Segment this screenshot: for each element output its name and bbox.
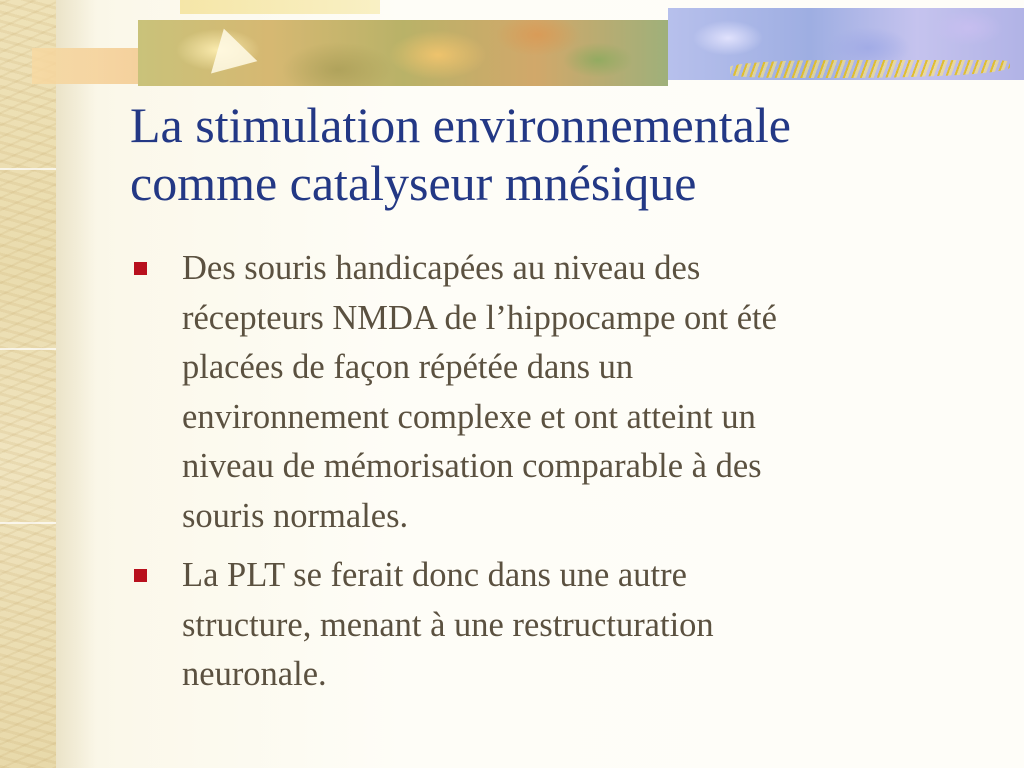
bullet-text — [182, 551, 990, 700]
bullet-text — [182, 244, 990, 541]
decorative-banner-left — [32, 48, 142, 84]
strip-shadow — [56, 0, 96, 768]
bullet-item — [130, 244, 990, 541]
slide-title — [130, 96, 1010, 212]
bullet-line: souris normales. — [182, 496, 409, 535]
bullet-line: placées de façon répétée dans un — [182, 348, 634, 386]
bullet-line: structure, menant à une restructuration — [182, 605, 714, 644]
bullet-item — [130, 551, 990, 700]
square-bullet-icon — [134, 569, 147, 582]
strip-seam — [0, 168, 56, 170]
bullet-line: environnement complexe et ont atteint un — [182, 397, 756, 436]
bullet-list — [130, 244, 990, 710]
bullet-line: niveau de mémorisation comparable à des — [182, 447, 762, 485]
bullet-line: La PLT se ferait donc dans une autre — [182, 556, 687, 594]
title-line: La stimulation environnementale — [130, 97, 791, 153]
bullet-line: Des souris handicapées au niveau des — [182, 249, 701, 287]
square-bullet-icon — [134, 262, 147, 275]
bullet-line: neuronale. — [182, 655, 327, 693]
bullet-line: récepteurs NMDA de l’hippocampe ont été — [182, 298, 777, 337]
parchment-strip — [0, 0, 56, 768]
decorative-banner-top — [180, 0, 380, 14]
strip-seam — [0, 348, 56, 350]
strip-seam — [0, 522, 56, 524]
title-line: comme catalyseur mnésique — [130, 155, 697, 211]
